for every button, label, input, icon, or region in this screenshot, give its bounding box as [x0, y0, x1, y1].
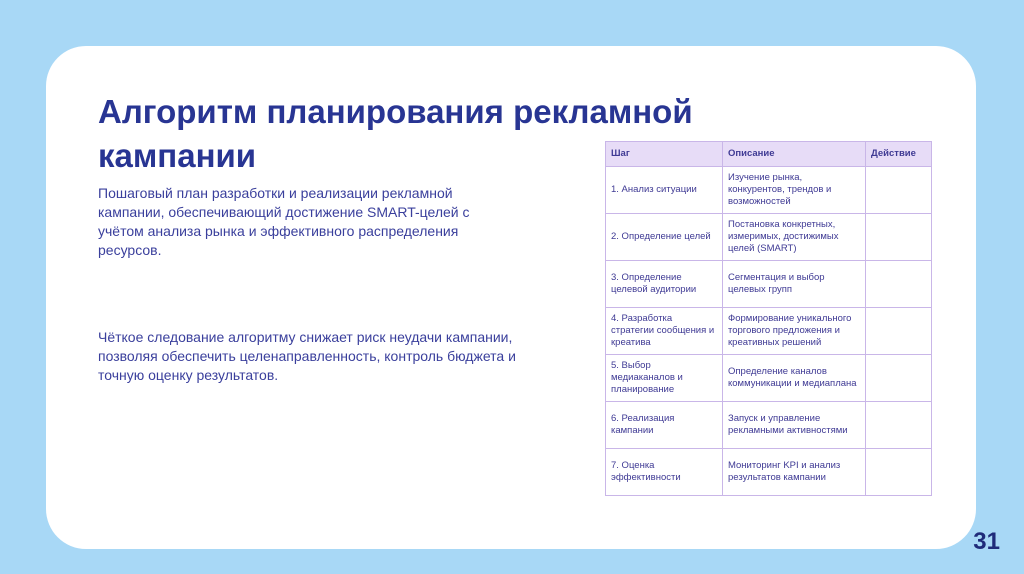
row-step: 7. Оценка эффективности — [606, 449, 723, 496]
row-action — [866, 402, 932, 449]
page-number: 31 — [973, 528, 1000, 555]
row-step: 2. Определение целей — [606, 214, 723, 261]
table-row — [606, 261, 932, 308]
table-header-row — [606, 142, 932, 167]
slide-title: Алгоритм планирования рекламной кампании — [98, 93, 693, 174]
row-step: 6. Реализация кампании — [606, 402, 723, 449]
row-action — [866, 449, 932, 496]
row-description: Запуск и управление рекламными активностями — [723, 402, 866, 449]
row-description: Изучение рынка, конкурентов, трендов и возможностей — [723, 167, 866, 214]
row-action — [866, 355, 932, 402]
table-row — [606, 167, 932, 214]
table-row — [606, 449, 932, 496]
table-row — [606, 308, 932, 355]
slide-description: Пошаговый план разработки и реализации рекламной кампании, обеспечивающий достижение SMART-целей с учётом анализа рынка и эффективного распределения ресурсов. — [98, 185, 470, 258]
row-description: Сегментация и выбор целевых групп — [723, 261, 866, 308]
steps-table — [605, 141, 932, 496]
table-row — [606, 214, 932, 261]
row-description: Определение каналов коммуникации и медиаплана — [723, 355, 866, 402]
row-step: 5. Выбор медиаканалов и планирование — [606, 355, 723, 402]
row-description: Формирование уникального торгового предложения и креативных решений — [723, 308, 866, 355]
row-step: 3. Определение целевой аудитории — [606, 261, 723, 308]
slide-note: Чёткое следование алгоритму снижает риск неудачи кампании, позволяя обеспечить целенаправленность, контроль бюджета и точную оценку результатов. — [98, 329, 516, 383]
header-action: Действие — [866, 142, 932, 167]
row-action — [866, 167, 932, 214]
row-description: Мониторинг KPI и анализ результатов кампании — [723, 449, 866, 496]
row-action — [866, 261, 932, 308]
row-action — [866, 308, 932, 355]
row-action — [866, 214, 932, 261]
table-row — [606, 402, 932, 449]
row-description: Постановка конкретных, измеримых, достижимых целей (SMART) — [723, 214, 866, 261]
table-row — [606, 355, 932, 402]
header-description: Описание — [723, 142, 866, 167]
header-step: Шаг — [606, 142, 723, 167]
row-step: 1. Анализ ситуации — [606, 167, 723, 214]
row-step: 4. Разработка стратегии сообщения и креатива — [606, 308, 723, 355]
